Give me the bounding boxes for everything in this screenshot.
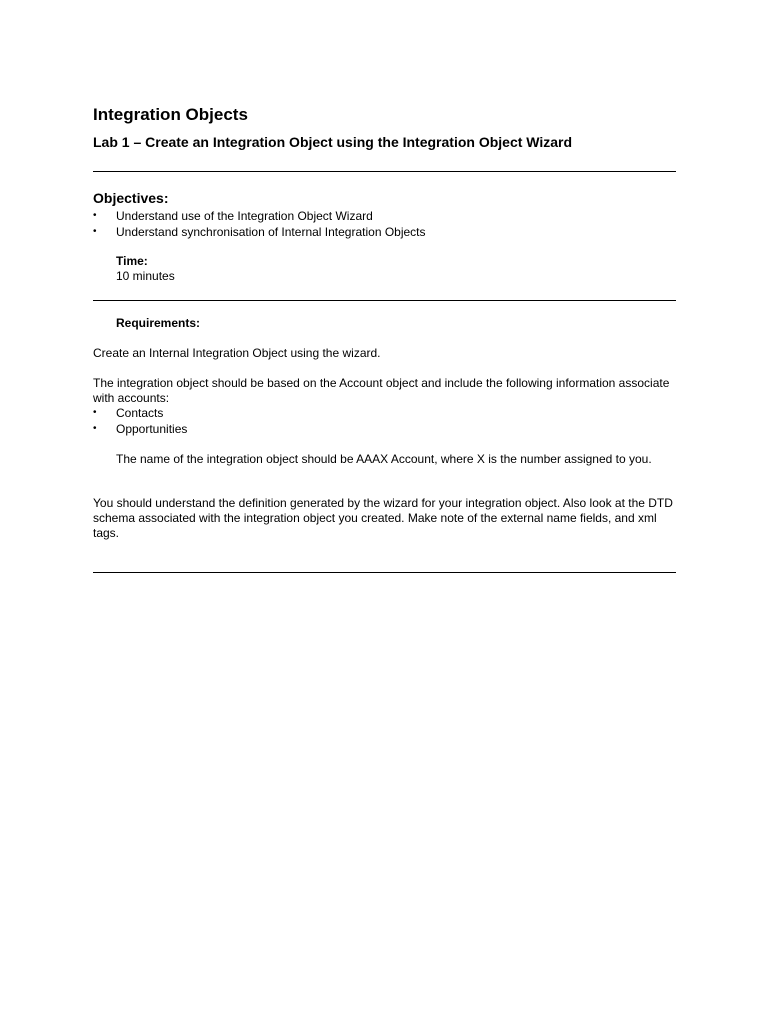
list-item: [93, 421, 676, 437]
list-item: [93, 405, 676, 421]
requirements-intro: Create an Internal Integration Object using the wizard.: [93, 346, 381, 360]
bullet-icon: •: [93, 210, 97, 221]
list-item: [93, 208, 676, 224]
objective-text: Understand use of the Integration Object Wizard: [116, 209, 373, 223]
document-title: Integration Objects: [93, 105, 248, 124]
objective-text: Understand synchronisation of Internal Integration Objects: [116, 225, 426, 239]
requirement-text: Opportunities: [116, 422, 188, 436]
divider-top: [93, 171, 676, 172]
objectives-heading: Objectives:: [93, 190, 169, 206]
requirement-text: Contacts: [116, 406, 164, 420]
bullet-icon: •: [93, 226, 97, 237]
naming-note: The name of the integration object should be AAAX Account, where X is the number assigned to you.: [116, 452, 652, 466]
objectives-list: [93, 208, 676, 240]
time-value: 10 minutes: [116, 269, 175, 283]
requirements-heading: Requirements:: [116, 316, 201, 330]
time-label: Time:: [116, 254, 148, 268]
list-item: [93, 224, 676, 240]
closing-paragraph: You should understand the definition generated by the wizard for your integration object. Also look at the DTD schema associated with the integration object you created. Make note of the external name fields, and xml tags.: [93, 496, 673, 540]
divider-bottom: [93, 572, 676, 573]
bullet-icon: •: [93, 407, 97, 418]
divider-middle: [93, 300, 676, 301]
lab-subtitle: Lab 1 – Create an Integration Object using the Integration Object Wizard: [93, 134, 573, 150]
requirements-based-on: The integration object should be based on the Account object and include the following information associate with accounts:: [93, 376, 670, 405]
bullet-icon: •: [93, 423, 97, 434]
requirements-list: [93, 405, 676, 437]
